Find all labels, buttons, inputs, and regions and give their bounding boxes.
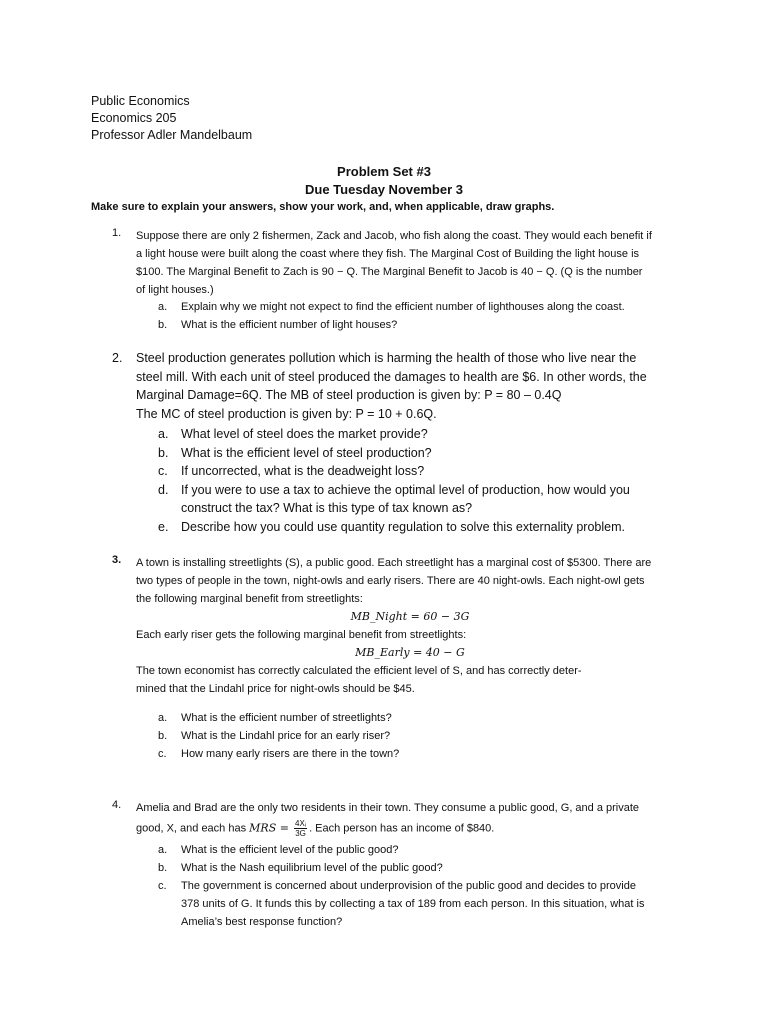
sub-question: a. Explain why we might not expect to find the efficient number of lighthouses along the coast.	[158, 301, 625, 313]
question-text-line: mined that the Lindahl price for night-owls should be $45.	[136, 683, 415, 695]
sub-question: a. What level of steel does the market provide?	[158, 427, 428, 441]
sub-question: d. If you were to use a tax to achieve the optimal level of production, how would you	[158, 482, 630, 497]
sub-question-continuation: Amelia’s best response function?	[181, 916, 343, 928]
course-header	[91, 93, 252, 144]
mrs-fraction: $\frac{\text{4Xᵢ}}{3G}$	[295, 819, 307, 838]
question-text-line: Each early riser gets the following marginal benefit from streetlights:	[136, 629, 467, 641]
question-text-line: two types of people in the town, night-owls and early risers. There are 40 night-owls. Each night-owl gets	[136, 575, 645, 587]
sub-question: a. What is the efficient level of the public good?	[158, 844, 399, 856]
question-text-line: good, X, and each has MRS = $\frac{\text{4Xᵢ}}{3G}$ . Each person has an income of $840.	[136, 819, 495, 838]
course-name: Public Economics	[91, 94, 190, 108]
sub-questions	[158, 298, 625, 334]
sub-question: b. What is the Nash equilibrium level of the public good?	[158, 862, 443, 874]
instructions: Make sure to explain your answers, show your work, and, when applicable, draw graphs.	[91, 201, 555, 213]
sub-questions	[158, 709, 399, 763]
due-date: Due Tuesday November 3	[305, 182, 463, 197]
question-text-line: the following marginal benefit from streetlights:	[136, 593, 363, 605]
sub-question: b. What is the Lindahl price for an early riser?	[158, 730, 391, 742]
question-text-line: Amelia and Brad are the only two residents in their town. They consume a public good, G, and a private	[136, 802, 640, 814]
equation-night: MB_Night = 60 − 3G	[350, 610, 470, 623]
professor-name: Professor Adler Mandelbaum	[91, 128, 253, 142]
question-text-line: steel mill. With each unit of steel produced the damages to health are $6. In other words, the	[136, 369, 647, 384]
question-text-line: a light house were built along the coast where they fish. The Marginal Cost of Building the light house is	[136, 248, 640, 260]
question-text-line: The MC of steel production is given by: P = 10 + 0.6Q.	[136, 406, 437, 421]
question-text-line: Suppose there are only 2 fishermen, Zack and Jacob, who fish along the coast. They would each benefit if	[136, 230, 652, 242]
course-number: Economics 205	[91, 111, 177, 125]
equation-early: MB_Early = 40 − G	[355, 646, 465, 659]
question-text-line: $100. The Marginal Benefit to Zach is 90 − Q. The Marginal Benefit to Jacob is 40 − Q. (Q is the number	[136, 266, 643, 278]
question-text-line: A town is installing streetlights (S), a public good. Each streetlight has a marginal cost of $5300. There are	[136, 557, 652, 569]
question-text-line: The town economist has correctly calculated the efficient level of S, and has correctly deter-	[136, 665, 582, 677]
sub-questions	[158, 425, 630, 536]
question-text-line: of light houses.)	[136, 284, 214, 296]
sub-question: c. How many early risers are there in the town?	[158, 748, 400, 760]
question-number: 1.	[112, 227, 122, 239]
question-text-line: Steel production generates pollution which is harming the health of those who live near the	[136, 351, 637, 365]
question-number: 3.	[112, 554, 122, 566]
sub-question: c. The government is concerned about underprovision of the public good and decides to provide	[158, 880, 636, 892]
sub-question: a. What is the efficient number of streetlights?	[158, 712, 392, 724]
question-text-line: Marginal Damage=6Q. The MB of steel production is given by: P = 80 – 0.4Q	[136, 388, 562, 402]
problem-set-title: Problem Set #3	[337, 164, 431, 179]
sub-question: b. What is the efficient number of light houses?	[158, 319, 398, 331]
sub-question: c. If uncorrected, what is the deadweight loss?	[158, 464, 425, 478]
sub-question: e. Describe how you could use quantity regulation to solve this externality problem.	[158, 519, 625, 534]
question-number: 2.	[112, 351, 123, 365]
sub-questions	[158, 841, 644, 931]
question-number: 4.	[112, 799, 122, 811]
sub-question: b. What is the efficient level of steel production?	[158, 445, 432, 460]
mrs-formula: MRS =	[249, 821, 289, 835]
sub-question-continuation: 378 units of G. It funds this by collecting a tax of 189 from each person. In this situation, what is	[181, 898, 645, 910]
sub-question-continuation: construct the tax? What is this type of tax known as?	[181, 501, 473, 515]
